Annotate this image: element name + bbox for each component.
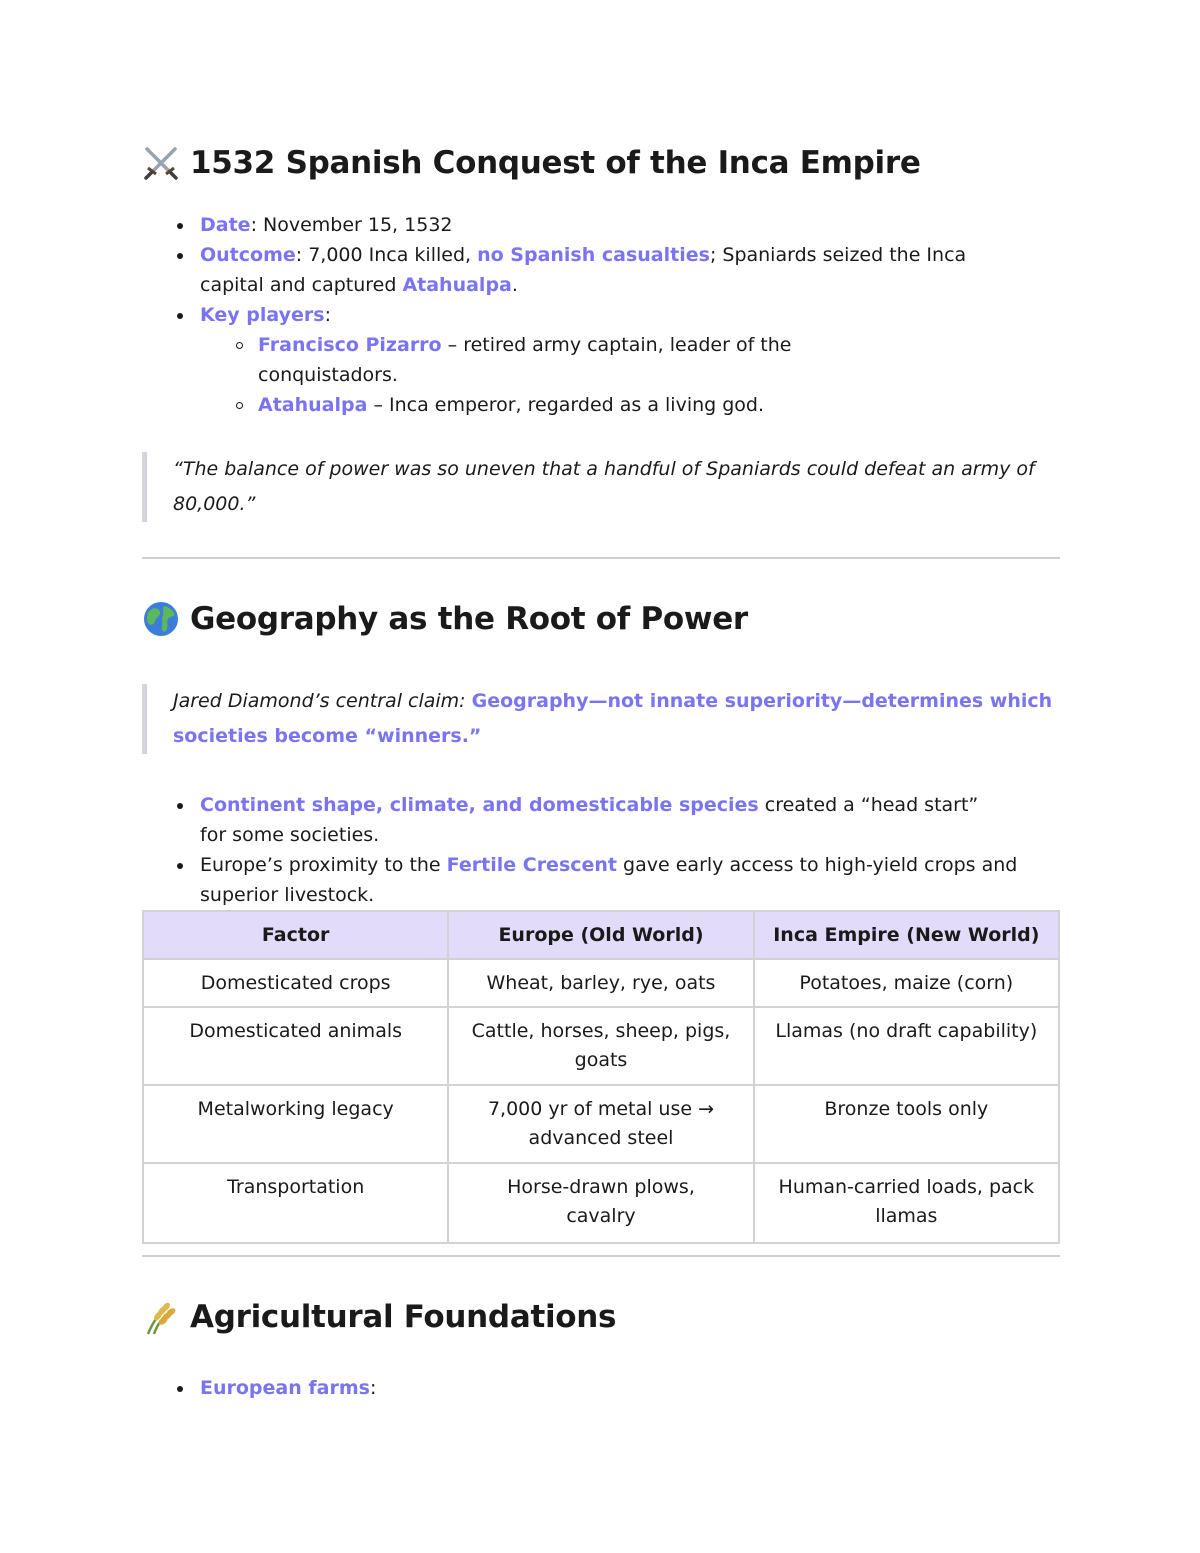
pizarro-desc: – retired army captain, leader of the conquistadors. [258,334,792,386]
table-cell: Domesticated animals [143,1007,448,1085]
section-title: Geography as the Root of Power [190,601,748,637]
comparison-table [142,910,1060,1244]
outcome-text-2: ; Spaniards seized the Inca capital and captured [200,244,967,296]
outcome-label: Outcome [200,244,296,266]
table-cell: Metalworking legacy [143,1085,448,1163]
table-cell: Cattle, horses, sheep, pigs, goats [448,1007,753,1085]
table-cell: Llamas (no draft capability) [754,1007,1059,1085]
section-heading-conquest [142,144,921,182]
section-heading-agriculture [142,1298,616,1336]
divider [142,1255,1060,1257]
list-item-atahualpa [142,390,1022,420]
quote-attribution: Jared Diamond’s central claim [173,690,460,712]
blockquote-central-claim [142,684,1060,754]
list-item-fertile-crescent [142,850,1022,910]
list-item-date [142,210,1022,240]
table-cell: Bronze tools only [754,1085,1059,1163]
table-cell: Transportation [143,1163,448,1243]
fertile-crescent-text-2: gave early access to high-yield crops and superior livestock. [200,854,1018,906]
table-row [143,959,1059,1007]
outcome-name: Atahualpa [402,274,512,296]
rice-sheaf-icon [142,1298,180,1336]
fertile-crescent-text: Europe’s proximity to the [200,854,447,876]
table-cell: Domesticated crops [143,959,448,1007]
section-heading-geography [142,600,748,638]
list-item-pizarro [142,330,818,390]
table-cell: 7,000 yr of metal use → advanced steel [448,1085,753,1163]
list-item-head-start [142,790,1000,850]
agriculture-list [142,1373,1022,1403]
head-start-text: created a “head start” for some societies. [200,794,979,846]
list-item-outcome [142,240,1022,300]
list-item-key-players [142,300,1022,330]
players-colon: : [324,304,331,326]
date-label: Date [200,214,251,236]
atahualpa-name: Atahualpa [258,394,368,416]
geography-list [142,790,1022,910]
outcome-text: : 7,000 Inca killed, [295,244,478,266]
section-title: Agricultural Foundations [190,1299,617,1335]
conquest-facts-list [142,210,1022,420]
quote-highlight: Geography—not innate superiority—determines which societies become “winners.” [173,690,1053,747]
table-cell: Wheat, barley, rye, oats [448,959,753,1007]
table-header: Inca Empire (New World) [754,911,1059,959]
blockquote-balance-of-power [142,452,1060,522]
globe-icon [142,600,180,638]
outcome-end: . [511,274,518,296]
players-label: Key players [200,304,325,326]
date-value: : November 15, 1532 [250,214,453,236]
table-cell: Human-carried loads, pack llamas [754,1163,1059,1243]
table-row [143,1007,1059,1085]
quote-text: “The balance of power was so uneven that a handful of Spaniards could defeat an army of 80,000.” [173,458,1035,515]
section-title: 1532 Spanish Conquest of the Inca Empire [190,145,921,181]
fertile-crescent-highlight: Fertile Crescent [446,854,618,876]
european-farms-colon: : [369,1377,377,1399]
list-item-european-farms [142,1373,1022,1403]
quote-colon: : [459,690,472,712]
table-header-row [143,911,1059,959]
table-cell: Horse-drawn plows, cavalry [448,1163,753,1243]
outcome-highlight: no Spanish casualties [477,244,710,266]
table-row [143,1085,1059,1163]
crossed-swords-icon [142,144,180,182]
european-farms-label: European farms [200,1377,370,1399]
pizarro-name: Francisco Pizarro [258,334,442,356]
table-row [143,1163,1059,1243]
table-header: Factor [143,911,448,959]
table-header: Europe (Old World) [448,911,753,959]
divider [142,557,1060,559]
table-cell: Potatoes, maize (corn) [754,959,1059,1007]
head-start-highlight: Continent shape, climate, and domesticable species [200,794,759,816]
atahualpa-desc: – Inca emperor, regarded as a living god. [367,394,765,416]
